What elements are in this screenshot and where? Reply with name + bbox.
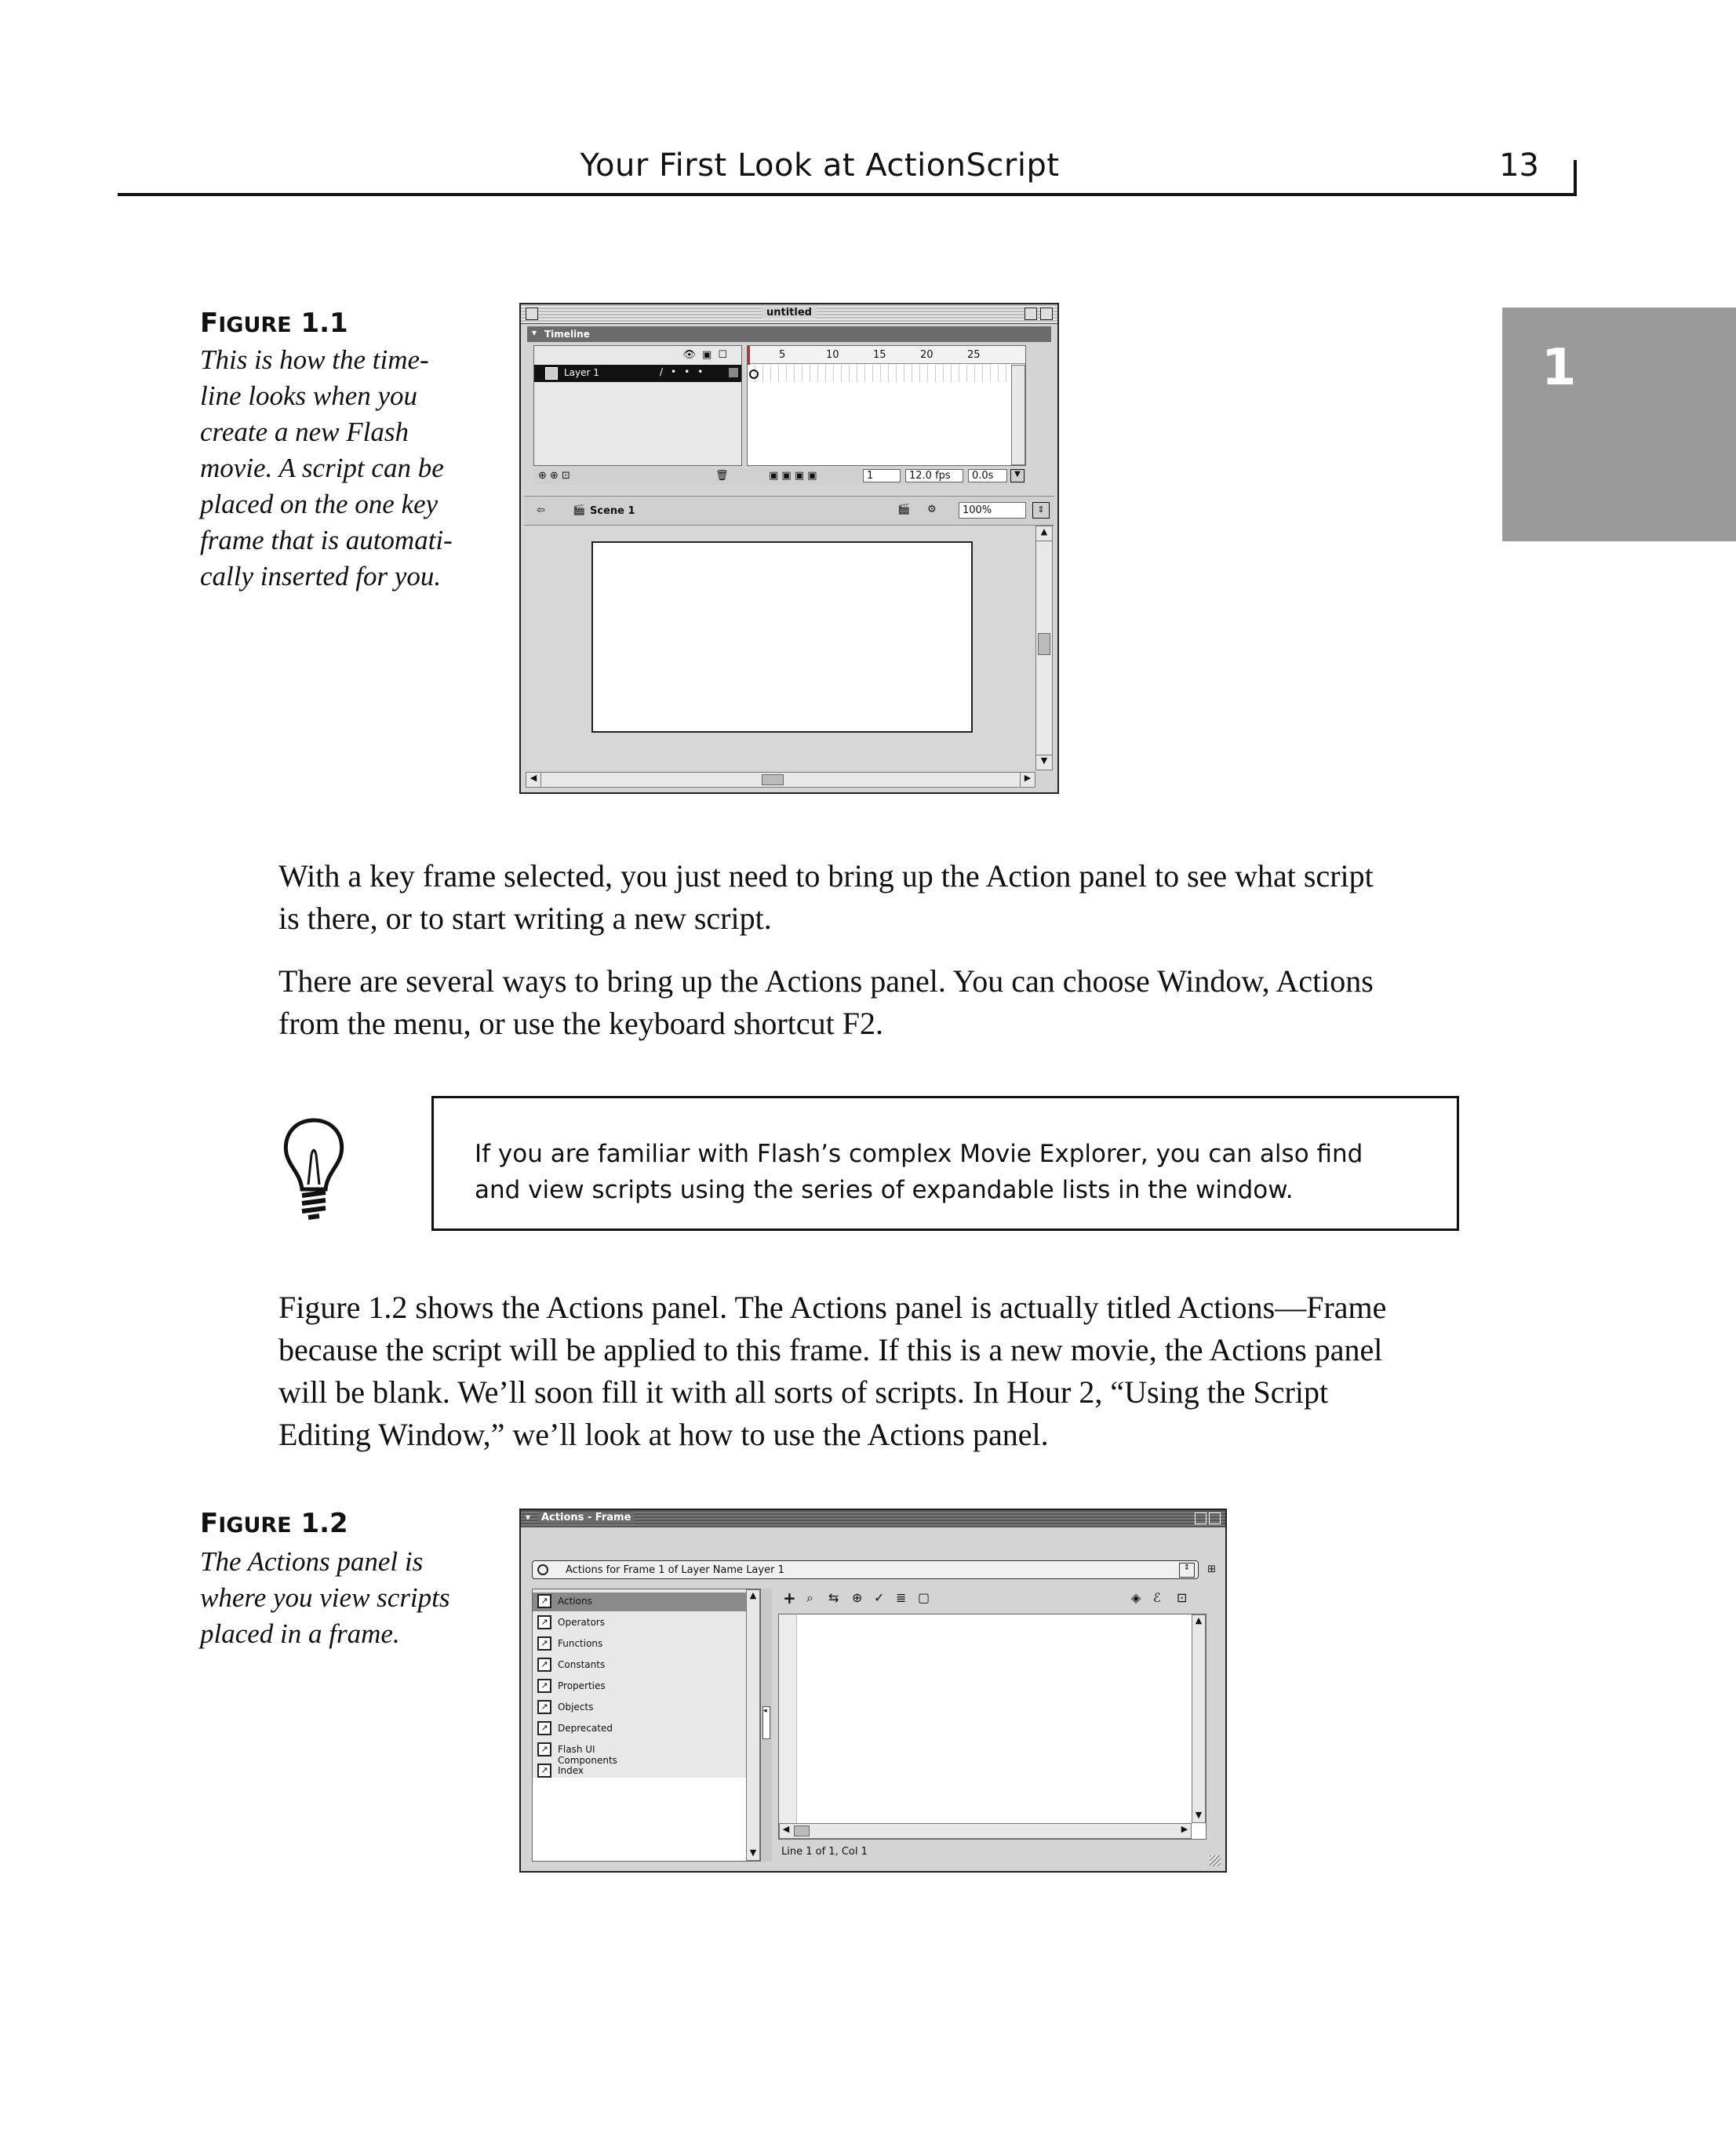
current-frame: 1 (863, 469, 901, 482)
ruler-tick: 5 (779, 349, 786, 361)
figure-1-label-smallcaps: IGURE (218, 313, 292, 337)
frame-ruler (748, 346, 1025, 364)
h-scroll-thumb[interactable] (794, 1825, 810, 1836)
resize-handle[interactable] (1210, 1855, 1221, 1866)
scene-name[interactable]: Scene 1 (590, 505, 635, 517)
scroll-down-icon[interactable]: ▼ (749, 1847, 757, 1858)
layer-toggle-icons[interactable]: 👁▣☐ (682, 349, 733, 361)
script-horizontal-scrollbar[interactable] (779, 1823, 1192, 1839)
scroll-left-icon[interactable]: ◀ (526, 773, 541, 787)
zoom-box-icon[interactable] (1195, 1512, 1206, 1524)
book-icon: ↗ (537, 1636, 551, 1651)
zoom-dropdown-icon[interactable]: ⇕ (1032, 502, 1050, 519)
scroll-down-icon[interactable]: ▼ (1195, 1810, 1203, 1820)
layer-row[interactable] (534, 365, 741, 382)
script-toolbar (780, 1589, 1196, 1609)
figure-1-label-initial: F (200, 308, 219, 339)
scroll-down-icon[interactable]: ▼ (1036, 755, 1052, 770)
lightbulb-icon (278, 1114, 349, 1232)
figure-2-label-smallcaps: IGURE (218, 1513, 292, 1538)
scroll-up-icon[interactable]: ▲ (1195, 1615, 1203, 1625)
ruler-tick: 15 (873, 349, 886, 361)
scene-bar (524, 496, 1054, 526)
text-line: There are several ways to bring up the Actions panel. You can choose Window, Actions (278, 963, 1374, 999)
paragraph-3 (278, 1287, 1455, 1456)
caption-line: where you view scripts (200, 1582, 450, 1613)
target-dropdown-label: Actions for Frame 1 of Layer Name Layer 1 (566, 1564, 784, 1576)
book-icon: ↗ (537, 1721, 551, 1735)
window-title-bar[interactable] (521, 304, 1057, 324)
frame-rate: 12.0 fps (905, 469, 963, 482)
tip-line: If you are familiar with Flash’s complex Movie Explorer, you can also find (475, 1140, 1363, 1168)
scroll-left-icon[interactable]: ◀ (782, 1824, 790, 1834)
caption-line: cally inserted for you. (200, 561, 442, 592)
timeline-menu-icon[interactable]: ▼ (1010, 469, 1024, 482)
layers-pane (533, 345, 742, 466)
stage-horizontal-scrollbar[interactable] (526, 772, 1035, 788)
text-line: is there, or to start writing a new script. (278, 901, 772, 936)
ruler-tick: 10 (826, 349, 839, 361)
figure-1-caption (200, 342, 490, 595)
scroll-right-icon[interactable]: ▶ (1181, 1824, 1188, 1834)
figure-2-label-initial: F (200, 1508, 219, 1539)
playhead[interactable] (748, 346, 750, 365)
caption-line: frame that is automati- (200, 525, 453, 555)
running-title: Your First Look at ActionScript (580, 147, 1060, 184)
actions-toolbox (532, 1589, 761, 1862)
caption-line: movie. A script can be (200, 453, 444, 483)
scroll-up-icon[interactable]: ▲ (1036, 526, 1052, 541)
h-scroll-thumb[interactable] (762, 774, 784, 785)
dropdown-arrows-icon[interactable]: ⇕ (1179, 1563, 1195, 1578)
find-icon[interactable]: ⌕ (806, 1590, 813, 1605)
collapse-box-icon[interactable] (1040, 308, 1053, 320)
frames-pane (747, 345, 1026, 466)
delete-layer-icon[interactable]: 🗑 (715, 470, 729, 482)
frames-vertical-scrollbar[interactable] (1011, 365, 1025, 465)
toolbox-label: Index (558, 1765, 584, 1776)
text-line: because the script will be applied to this frame. If this is a new movie, the Actions panel (278, 1332, 1383, 1367)
toolbox-label: Constants (558, 1659, 606, 1670)
page-number: 13 (1499, 147, 1539, 184)
caption-line: The Actions panel is (200, 1546, 424, 1577)
debug-options-icon[interactable]: ℰ (1153, 1590, 1161, 1605)
timeline-status-bar (533, 468, 1026, 485)
zoom-field[interactable]: 100% (959, 502, 1026, 519)
layer-icon (545, 367, 558, 380)
ruler-tick: 20 (920, 349, 934, 361)
target-icon (537, 1564, 548, 1575)
paragraph-1 (278, 855, 1455, 940)
book-icon: ↗ (537, 1594, 551, 1608)
collapse-triangle-icon[interactable]: ▾ (532, 327, 537, 338)
check-syntax-icon[interactable]: ✓ (874, 1590, 885, 1605)
back-arrow-icon[interactable]: ⇦ (537, 504, 545, 516)
toolbox-label: Actions (558, 1596, 592, 1607)
chapter-tab (1502, 308, 1736, 541)
toolbox-label: Operators (558, 1617, 605, 1628)
edit-scene-icon[interactable]: 🎬 (897, 504, 911, 515)
collapse-box-icon[interactable] (1209, 1512, 1221, 1524)
target-dropdown[interactable] (532, 1560, 1199, 1579)
figure-2-label (200, 1508, 348, 1539)
toolbox-scrollbar[interactable] (746, 1589, 760, 1861)
figure-2-label-number: 1.2 (291, 1508, 348, 1539)
auto-format-icon[interactable]: ≣ (896, 1590, 907, 1605)
elapsed-time: 0.0s (968, 469, 1007, 482)
book-icon: ↗ (537, 1658, 551, 1672)
toolbox-label: Deprecated (558, 1723, 613, 1734)
book-icon: ↗ (537, 1700, 551, 1714)
insert-target-path-icon[interactable]: ⊕ (852, 1590, 863, 1605)
timeline-header[interactable] (527, 326, 1051, 342)
book-icon: ↗ (537, 1742, 551, 1756)
toolbox-item-actions[interactable] (533, 1593, 746, 1611)
add-layer-icons[interactable]: ⊕ ⊕ ⊡ (538, 470, 570, 482)
toolbox-label: Properties (558, 1680, 606, 1691)
actions-title: Actions - Frame (538, 1512, 634, 1523)
script-pane[interactable] (778, 1614, 1206, 1840)
view-options-icon[interactable]: ⊡ (1177, 1590, 1188, 1605)
book-icon: ↗ (537, 1679, 551, 1693)
toolbox-label: Objects (558, 1702, 594, 1713)
tip-box (431, 1096, 1459, 1231)
line-number-gutter (779, 1614, 797, 1839)
layer-state-dots: /••• (660, 366, 712, 377)
toolbox-label: Flash UI Components (558, 1744, 617, 1766)
caption-line: This is how the time- (200, 344, 429, 375)
frame-row[interactable] (748, 365, 1011, 382)
splitter-arrow-icon[interactable]: ◂ (762, 1706, 770, 1739)
code-hint-icon[interactable]: ▢ (918, 1590, 930, 1605)
work-area (526, 526, 1035, 770)
script-vertical-scrollbar[interactable] (1192, 1614, 1206, 1823)
toolbox-label: Functions (558, 1638, 603, 1649)
timeline-title: Timeline (544, 329, 590, 340)
text-line: With a key frame selected, you just need to bring up the Action panel to see what script (278, 858, 1374, 894)
text-line: will be blank. We’ll soon fill it with all sorts of scripts. In Hour 2, “Using the Script (278, 1374, 1329, 1410)
text-line: Figure 1.2 shows the Actions panel. The Actions panel is actually titled Actions—Frame (278, 1290, 1387, 1325)
outline-box-icon (729, 368, 738, 377)
running-head (118, 141, 1577, 196)
figure-1-label (200, 308, 348, 339)
window-title: untitled (762, 307, 817, 319)
onion-skin-icons[interactable]: ▣ ▣ ▣ ▣ (769, 470, 817, 482)
text-line: Editing Window,” we’ll look at how to use the Actions panel. (278, 1417, 1049, 1452)
tip-line: and view scripts using the series of expandable lists in the window. (475, 1176, 1294, 1204)
stage[interactable] (591, 541, 973, 733)
caption-line: line looks when you (200, 380, 418, 411)
book-icon: ↗ (537, 1764, 551, 1778)
cursor-status: Line 1 of 1, Col 1 (781, 1846, 868, 1858)
scroll-up-icon[interactable]: ▲ (749, 1590, 757, 1600)
header-rule (118, 193, 1577, 196)
replace-icon[interactable]: ⇆ (828, 1590, 839, 1605)
scene-icon: 🎬 (573, 504, 586, 516)
text-line: from the menu, or use the keyboard shortcut F2. (278, 1006, 883, 1041)
header-rule-tick (1574, 160, 1577, 196)
edit-symbol-icon[interactable]: ⚙ (927, 504, 937, 515)
figure-1-label-number: 1.1 (291, 308, 348, 339)
stage-vertical-scrollbar[interactable] (1035, 526, 1053, 770)
chapter-number: 1 (1541, 339, 1577, 397)
figure-2-caption (200, 1544, 490, 1652)
collapse-triangle-icon[interactable]: ▾ (526, 1512, 531, 1523)
actions-title-bar[interactable] (521, 1510, 1225, 1527)
layer-name: Layer 1 (564, 367, 599, 378)
ruler-tick: 25 (967, 349, 981, 361)
scroll-right-icon[interactable]: ▶ (1020, 773, 1035, 787)
caption-line: create a new Flash (200, 417, 409, 447)
add-item-icon[interactable]: + (783, 1589, 796, 1607)
scroll-thumb[interactable] (1038, 633, 1050, 655)
pane-splitter[interactable] (761, 1589, 772, 1862)
zoom-box-icon[interactable] (1024, 308, 1037, 320)
caption-line: placed on the one key (200, 489, 439, 519)
book-icon: ↗ (537, 1615, 551, 1629)
flash-untitled-window (519, 303, 1059, 794)
paragraph-2 (278, 960, 1455, 1045)
keyframe-icon[interactable] (749, 369, 759, 379)
actions-frame-window (519, 1509, 1227, 1873)
tip-text (475, 1136, 1416, 1208)
pin-script-icon[interactable]: ⊞ (1207, 1563, 1216, 1575)
reference-icon[interactable]: ◈ (1131, 1590, 1141, 1605)
caption-line: placed in a frame. (200, 1618, 400, 1649)
